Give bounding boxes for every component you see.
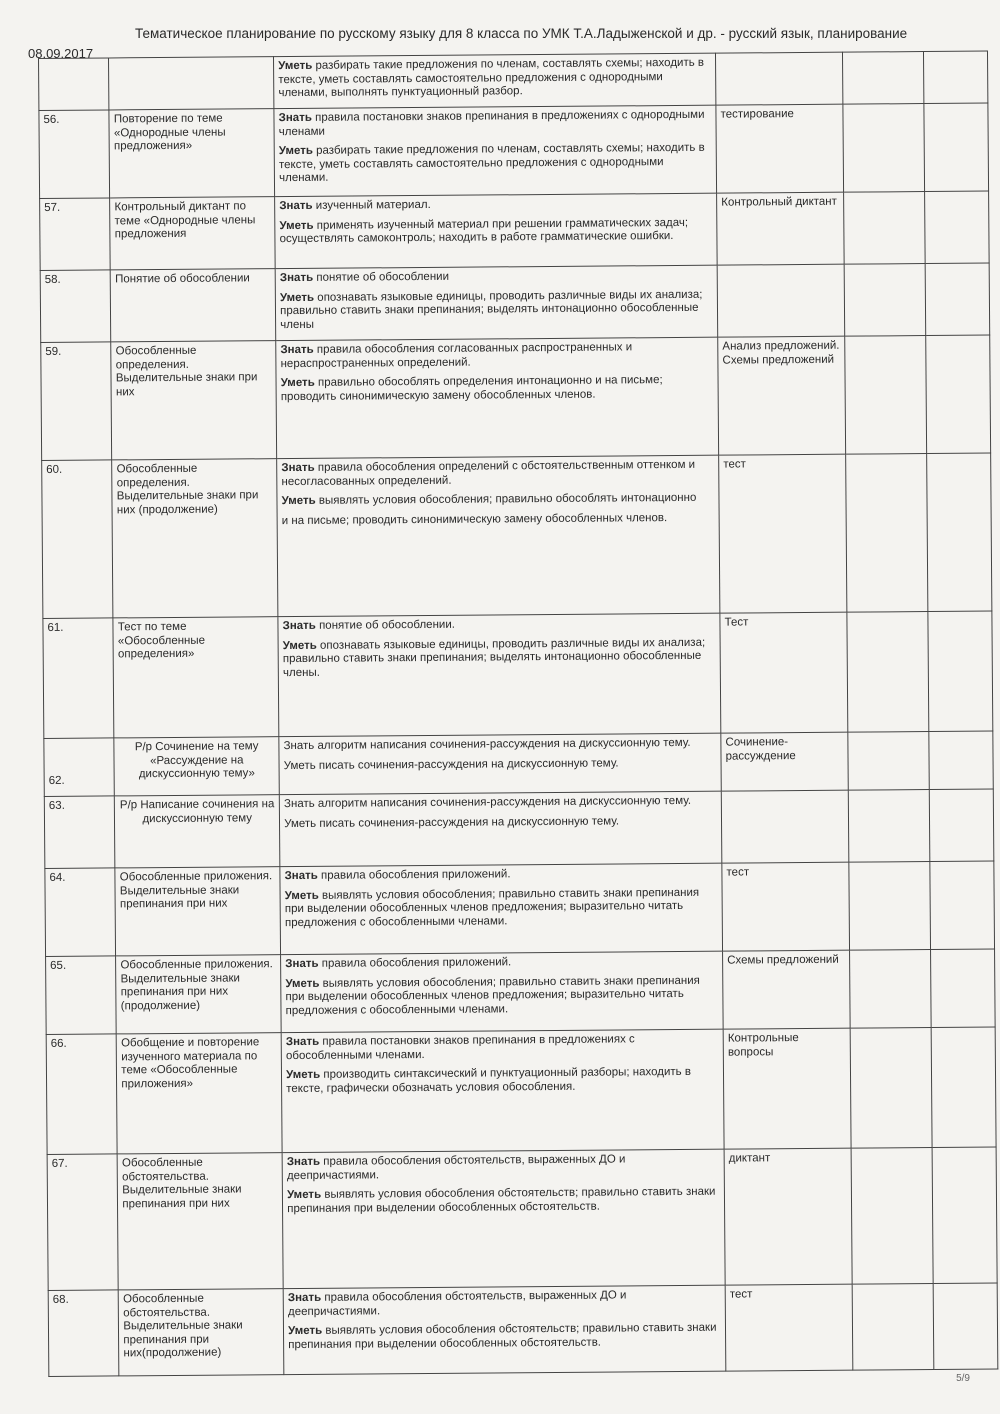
requirement-text: правила обособления приложений. bbox=[318, 956, 512, 970]
lesson-number: 60. bbox=[42, 460, 114, 619]
requirement-paragraph bbox=[278, 57, 711, 101]
empty-cell bbox=[850, 1028, 932, 1149]
empty-cell bbox=[844, 192, 925, 265]
requirement-paragraph bbox=[280, 288, 713, 332]
control-form: тестирование bbox=[716, 104, 844, 193]
requirement-paragraph bbox=[280, 269, 713, 286]
table-row bbox=[42, 453, 992, 618]
lesson-topic: Обособленные определения. Выделительные знаки при них (продолжение) bbox=[112, 459, 278, 618]
empty-cell bbox=[925, 191, 990, 264]
requirement-text: выявлять условия обособления; правильно ставить знаки препинания при выделении обособленных членов предложения; выразительно читать предложения с обособленными членами. bbox=[285, 974, 700, 1017]
lesson-topic: Р/р Сочинение на тему «Рассуждение на дискуссионную тему» bbox=[114, 737, 279, 796]
table-row bbox=[46, 1027, 996, 1154]
requirement-paragraph bbox=[285, 886, 718, 930]
lesson-topic: Обособленные приложения. Выделительные знаки препинания при них (продолжение) bbox=[116, 955, 281, 1034]
lesson-number: 61. bbox=[43, 618, 114, 739]
lesson-number: 59. bbox=[41, 342, 112, 461]
requirement-paragraph bbox=[279, 216, 712, 246]
requirement-keyword: Уметь bbox=[286, 1068, 321, 1082]
requirement-text: и на письме; проводить синонимическую замену обособленных членов. bbox=[281, 511, 668, 527]
control-form bbox=[717, 264, 845, 337]
lesson-topic: Понятие об обособлении bbox=[110, 269, 275, 342]
requirement-text: правила обособления согласованных распространенных и нераспространенных определений. bbox=[280, 341, 633, 370]
lesson-number: 62. bbox=[44, 738, 115, 797]
requirement-text: производить синтаксический и пунктуационный разборы; находить в тексте, графически обозначать условия обособления. bbox=[286, 1065, 692, 1095]
requirement-paragraph bbox=[287, 1186, 720, 1216]
requirement-keyword: Уметь bbox=[279, 219, 314, 232]
requirement-text: изученный материал. bbox=[312, 198, 431, 212]
control-form bbox=[716, 52, 843, 105]
empty-cell bbox=[847, 612, 929, 733]
empty-cell bbox=[846, 454, 928, 613]
requirement-text: правила постановки знаков препинания в предложениях с обособленными членами. bbox=[285, 1033, 635, 1062]
requirement-text: понятие об обособлении bbox=[313, 270, 450, 284]
lesson-topic: Р/р Написание сочинения на дискуссионную тему bbox=[115, 795, 280, 868]
empty-cell bbox=[930, 949, 995, 1028]
empty-cell bbox=[929, 731, 994, 790]
requirement-paragraph bbox=[286, 1066, 719, 1096]
requirement-text: Знать алгоритм написания сочинения-рассуждения на дискуссионную тему. bbox=[283, 736, 691, 753]
lesson-topic: Повторение по теме «Однородные члены предложения» bbox=[109, 109, 274, 198]
control-form: тест bbox=[725, 1284, 853, 1371]
table-row bbox=[44, 731, 993, 796]
requirement-text: правила обособления приложений. bbox=[317, 868, 511, 882]
requirement-paragraph bbox=[284, 756, 717, 773]
requirement-paragraph bbox=[281, 459, 714, 489]
table-row bbox=[41, 335, 991, 460]
requirement-text: правильно обособлять определения интонационно и на письме; проводить синонимическую замену обособленных членов. bbox=[280, 374, 663, 403]
requirement-keyword: Уметь bbox=[288, 1324, 323, 1338]
planning-table bbox=[38, 51, 998, 1377]
table-row bbox=[47, 1147, 997, 1290]
lesson-requirements bbox=[281, 1029, 724, 1152]
empty-cell bbox=[924, 103, 989, 192]
table-row bbox=[48, 1283, 998, 1376]
lesson-requirements bbox=[279, 791, 722, 866]
requirement-keyword: Знать bbox=[284, 869, 318, 883]
lesson-requirements bbox=[277, 455, 720, 616]
lesson-requirements bbox=[275, 265, 718, 340]
lesson-topic bbox=[109, 57, 274, 110]
lesson-topic: Обособленные обстоятельства. Выделительные знаки препинания при них bbox=[117, 1153, 283, 1290]
requirement-paragraph bbox=[282, 492, 715, 509]
table-row bbox=[39, 51, 988, 110]
requirement-text: опознавать языковые единицы, проводить различные виды их анализа; правильно ставить знаки препинания; выделять интонационно обособленные члены bbox=[280, 288, 703, 331]
lesson-requirements bbox=[274, 53, 716, 108]
control-form: Контрольные вопросы bbox=[723, 1028, 851, 1149]
table-row bbox=[44, 789, 994, 868]
requirement-keyword: Уметь bbox=[285, 977, 320, 990]
requirement-keyword: Уметь bbox=[287, 1188, 322, 1202]
requirement-text: правила постановки знаков препинания в предложениях с однородными членами bbox=[278, 108, 705, 138]
empty-cell bbox=[932, 1147, 997, 1283]
lesson-requirements bbox=[281, 951, 724, 1032]
lesson-requirements bbox=[282, 1149, 725, 1288]
requirement-keyword: Знать bbox=[286, 1155, 321, 1169]
control-form: Тест bbox=[720, 612, 848, 733]
empty-cell bbox=[850, 950, 931, 1029]
requirement-keyword: Уметь bbox=[282, 639, 317, 652]
requirement-paragraph bbox=[285, 974, 718, 1018]
print-date: 08.09.2017 bbox=[28, 46, 94, 61]
requirement-keyword: Знать bbox=[279, 199, 313, 213]
requirement-keyword: Знать bbox=[280, 343, 314, 357]
lesson-number bbox=[39, 58, 110, 111]
empty-cell bbox=[929, 789, 994, 862]
requirement-text: разбирать такие предложения по членам, составлять схемы; находить в тексте, уметь составлять самостоятельно предложения с однородными членами, выполнять пунктуационный разбор. bbox=[278, 56, 705, 100]
requirement-paragraph bbox=[285, 867, 718, 884]
lesson-requirements bbox=[279, 733, 721, 794]
lesson-requirements bbox=[275, 193, 718, 268]
lesson-number: 58. bbox=[40, 270, 111, 343]
requirement-text: выявлять условия обособления; правильно обособлять интонационно bbox=[315, 491, 697, 507]
lesson-number: 66. bbox=[46, 1034, 117, 1155]
requirement-paragraph bbox=[288, 1322, 721, 1352]
page-title: Тематическое планирование по русскому языку для 8 класса по УМК Т.А.Ладыженской и др. - русский язык, планирование bbox=[135, 26, 908, 41]
empty-cell bbox=[848, 732, 929, 791]
requirement-text: понятие об обособлении. bbox=[315, 618, 455, 632]
empty-cell bbox=[844, 264, 925, 337]
requirement-paragraph bbox=[286, 1033, 719, 1063]
requirement-text: выявлять условия обособления обстоятельств; правильно ставить знаки препинания при выделении обособленных обстоятельств. bbox=[288, 1321, 717, 1351]
lesson-number: 57. bbox=[40, 198, 111, 271]
requirement-text: правила обособления обстоятельств, выраженных ДО и деепричастиями. bbox=[286, 1153, 626, 1182]
control-form: Анализ предложений. Схемы предложений bbox=[718, 336, 846, 455]
lesson-number: 65. bbox=[46, 956, 117, 1035]
lesson-topic: Контрольный диктант по теме «Однородные члены предложения bbox=[110, 197, 275, 270]
empty-cell bbox=[845, 336, 927, 455]
requirement-keyword: Знать bbox=[285, 1035, 320, 1049]
requirement-paragraph bbox=[283, 617, 716, 634]
empty-cell bbox=[851, 1148, 933, 1285]
requirement-keyword: Знать bbox=[279, 271, 314, 285]
requirement-keyword: Знать bbox=[287, 1291, 322, 1305]
lesson-topic: Тест по теме «Обособленные определения» bbox=[113, 617, 279, 738]
control-form bbox=[721, 790, 849, 863]
requirement-keyword: Уметь bbox=[281, 494, 316, 508]
lesson-topic: Обобщение и повторение изученного материала по теме «Обособленные приложения» bbox=[116, 1033, 282, 1154]
lesson-topic: Обособленные обстоятельства. Выделительные знаки препинания при них(продолжение) bbox=[119, 1289, 284, 1376]
requirement-paragraph bbox=[282, 511, 715, 528]
requirement-text: применять изученный материал при решении грамматических задач; осуществлять самоконтроль; находить в работе грамматические ошибки. bbox=[279, 216, 689, 246]
requirement-text: Знать алгоритм написания сочинения-рассуждения на дискуссионную тему. bbox=[283, 794, 692, 811]
empty-cell bbox=[931, 1027, 996, 1147]
empty-cell bbox=[843, 104, 925, 193]
requirement-text: Уметь писать сочинения-рассуждения на дискуссионную тему. bbox=[284, 814, 620, 830]
requirement-paragraph bbox=[285, 955, 718, 972]
control-form: Схемы предложений bbox=[723, 950, 851, 1029]
table-row bbox=[46, 949, 996, 1034]
requirement-keyword: Уметь bbox=[279, 291, 315, 304]
lesson-requirements bbox=[274, 105, 717, 196]
table-row bbox=[43, 611, 993, 738]
requirement-paragraph bbox=[279, 142, 712, 186]
lesson-number: 64. bbox=[45, 868, 116, 957]
lesson-requirements bbox=[283, 1285, 726, 1374]
requirement-keyword: Знать bbox=[282, 619, 316, 633]
empty-cell bbox=[852, 1284, 934, 1371]
control-form: Сочинение-рассуждение bbox=[721, 732, 848, 791]
control-form: диктант bbox=[724, 1148, 852, 1285]
lesson-topic: Обособленные определения. Выделительные знаки при них bbox=[111, 341, 277, 460]
requirement-paragraph bbox=[279, 197, 712, 214]
empty-cell bbox=[930, 861, 995, 950]
control-form: Контрольный диктант bbox=[717, 192, 845, 265]
requirement-keyword: Уметь bbox=[278, 144, 313, 158]
empty-cell bbox=[848, 790, 929, 863]
requirement-text: опознавать языковые единицы, проводить различные виды их анализа; правильно ставить знаки препинания; выделять интонационно обособленные члены. bbox=[282, 636, 706, 679]
lesson-topic: Обособленные приложения. Выделительные знаки препинания при них bbox=[115, 867, 280, 956]
empty-cell bbox=[927, 453, 992, 611]
requirement-text: правила обособления обстоятельств, выраженных ДО и деепричастиями. bbox=[287, 1289, 627, 1318]
control-form: тест bbox=[719, 454, 847, 613]
empty-cell bbox=[925, 263, 990, 336]
requirement-paragraph bbox=[288, 1289, 721, 1319]
empty-cell bbox=[933, 1283, 998, 1370]
lesson-requirements bbox=[278, 613, 721, 736]
table-row bbox=[39, 103, 989, 198]
requirement-paragraph bbox=[279, 109, 712, 139]
lesson-number: 68. bbox=[48, 1290, 119, 1377]
requirement-keyword: Знать bbox=[285, 957, 319, 971]
requirement-text: выявлять условия обособления обстоятельств; правильно ставить знаки препинания при выделении обособленных обстоятельств. bbox=[287, 1185, 716, 1215]
control-form: тест bbox=[722, 862, 850, 951]
requirement-paragraph bbox=[284, 814, 717, 831]
requirement-text: выявлять условия обособления; правильно ставить знаки препинания при выделении обособленных членов предложения; выразительно читать предложения с обособленными членами. bbox=[284, 886, 700, 929]
requirement-text: правила обособления определений с обстоятельственным оттенком и несогласованных определений. bbox=[281, 458, 696, 488]
lesson-number: 67. bbox=[47, 1154, 118, 1291]
planning-table-body bbox=[39, 51, 998, 1376]
requirement-paragraph bbox=[280, 341, 713, 371]
requirement-paragraph bbox=[281, 374, 714, 404]
page-number: 5/9 bbox=[956, 1373, 970, 1384]
empty-cell bbox=[926, 335, 991, 453]
requirement-keyword: Знать bbox=[281, 461, 315, 475]
lesson-requirements bbox=[276, 337, 719, 458]
lesson-number: 56. bbox=[39, 110, 110, 199]
requirement-text: разбирать такие предложения по членам, составлять схемы; находить в тексте, уметь составлять самостоятельно предложения с однородными членами. bbox=[278, 141, 705, 185]
empty-cell bbox=[928, 611, 993, 731]
lesson-number: 63. bbox=[44, 796, 115, 869]
requirement-paragraph bbox=[287, 1153, 720, 1183]
requirement-keyword: Уметь bbox=[284, 889, 319, 902]
table-row bbox=[40, 191, 990, 270]
requirement-paragraph bbox=[284, 737, 717, 754]
empty-cell bbox=[923, 51, 987, 104]
requirement-keyword: Уметь bbox=[280, 376, 315, 390]
requirement-paragraph bbox=[284, 795, 717, 812]
table-row bbox=[45, 861, 995, 956]
empty-cell bbox=[843, 52, 924, 105]
lesson-requirements bbox=[280, 863, 723, 954]
empty-cell bbox=[849, 862, 931, 951]
table-row bbox=[40, 263, 990, 342]
requirement-keyword: Уметь bbox=[278, 59, 313, 73]
requirement-text: Уметь писать сочинения-рассуждения на дискуссионную тему. bbox=[283, 756, 619, 772]
requirement-keyword: Знать bbox=[278, 111, 312, 125]
requirement-paragraph bbox=[283, 636, 716, 680]
